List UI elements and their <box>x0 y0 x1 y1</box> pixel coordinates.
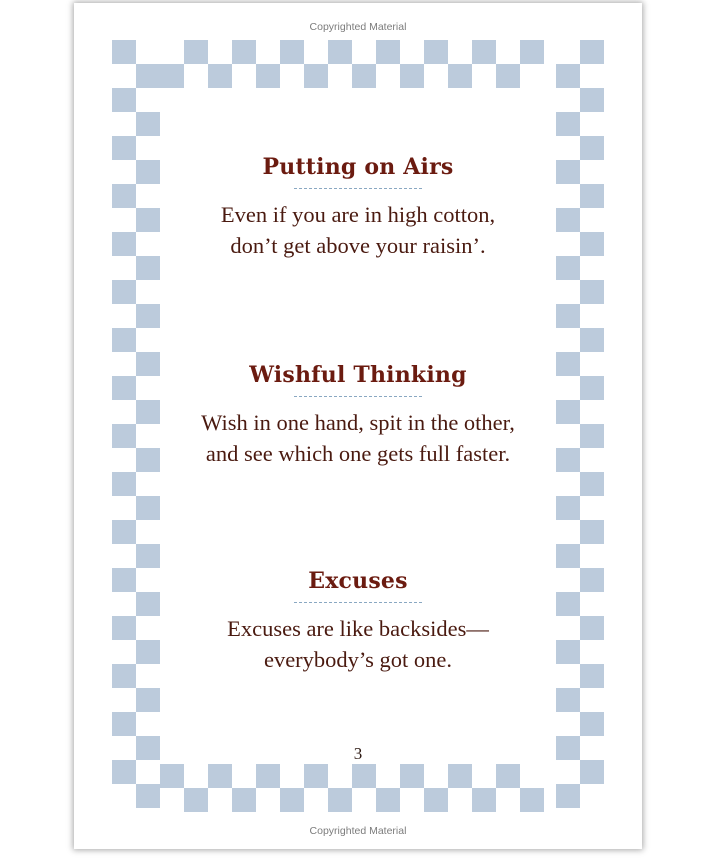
border-square <box>472 788 496 812</box>
border-square <box>136 496 160 520</box>
border-square <box>556 688 580 712</box>
book-page <box>74 3 642 849</box>
border-square <box>556 784 580 808</box>
border-square <box>232 788 256 812</box>
border-square <box>376 40 400 64</box>
border-square <box>112 280 136 304</box>
border-square <box>328 40 352 64</box>
border-square <box>424 788 448 812</box>
saying-text <box>74 199 642 261</box>
saying-line: and see which one gets full faster. <box>205 441 511 466</box>
border-square <box>136 112 160 136</box>
page-number: 3 <box>353 744 363 763</box>
border-square <box>496 764 520 788</box>
border-square <box>580 472 604 496</box>
border-square <box>472 40 496 64</box>
border-square <box>136 688 160 712</box>
copyright-notice-top: Copyrighted Material <box>309 21 407 33</box>
border-square <box>160 764 184 788</box>
dashed-rule <box>294 188 422 189</box>
border-square <box>496 64 520 88</box>
section-title: Wishful Thinking <box>249 362 467 388</box>
border-square <box>208 64 232 88</box>
border-square <box>556 64 580 88</box>
border-square <box>112 328 136 352</box>
border-square <box>280 40 304 64</box>
border-square <box>580 520 604 544</box>
saying-section-putting-on-airs <box>74 154 642 261</box>
border-square <box>448 764 472 788</box>
border-square <box>448 64 472 88</box>
border-square <box>112 88 136 112</box>
border-square <box>304 64 328 88</box>
border-square <box>580 712 604 736</box>
saying-section-excuses <box>74 568 642 675</box>
border-square <box>580 280 604 304</box>
border-square <box>136 64 160 88</box>
border-square <box>580 40 604 64</box>
border-square <box>256 764 280 788</box>
border-square <box>352 764 376 788</box>
section-title: Excuses <box>308 568 408 594</box>
border-square <box>112 520 136 544</box>
border-square <box>400 64 424 88</box>
border-square <box>208 764 232 788</box>
section-title: Putting on Airs <box>262 154 454 180</box>
border-square <box>184 40 208 64</box>
border-square <box>112 472 136 496</box>
dashed-rule <box>294 396 422 397</box>
border-square <box>520 40 544 64</box>
border-square <box>160 64 184 88</box>
border-square <box>232 40 256 64</box>
border-square <box>556 304 580 328</box>
border-square <box>136 544 160 568</box>
saying-text <box>74 407 642 469</box>
border-square <box>136 784 160 808</box>
border-square <box>136 304 160 328</box>
border-square <box>328 788 352 812</box>
border-square <box>184 788 208 812</box>
saying-line: don’t get above your raisin’. <box>230 233 486 258</box>
border-square <box>304 764 328 788</box>
saying-section-wishful-thinking <box>74 362 642 469</box>
border-square <box>580 328 604 352</box>
border-square <box>256 64 280 88</box>
border-square <box>112 40 136 64</box>
border-square <box>376 788 400 812</box>
border-square <box>556 544 580 568</box>
border-square <box>556 496 580 520</box>
border-square <box>112 712 136 736</box>
saying-text <box>74 613 642 675</box>
border-square <box>424 40 448 64</box>
saying-line: Wish in one hand, spit in the other, <box>201 410 515 435</box>
saying-line: Even if you are in high cotton, <box>220 202 496 227</box>
border-square <box>280 788 304 812</box>
border-square <box>556 112 580 136</box>
saying-line: Excuses are like backsides— <box>227 616 489 641</box>
saying-line: everybody’s got one. <box>263 647 453 672</box>
border-square <box>580 88 604 112</box>
border-square <box>400 764 424 788</box>
border-square <box>520 788 544 812</box>
border-square <box>352 64 376 88</box>
dashed-rule <box>294 602 422 603</box>
copyright-notice-bottom: Copyrighted Material <box>309 825 407 837</box>
